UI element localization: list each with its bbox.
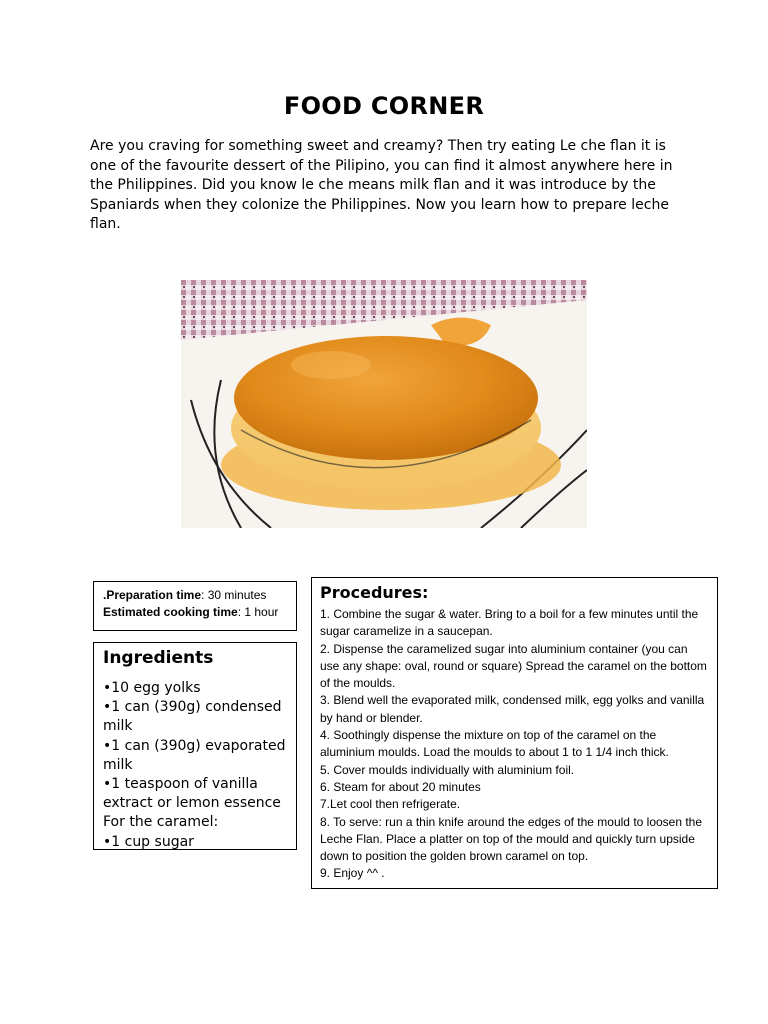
- list-item: 1. Combine the sugar & water. Bring to a boil for a few minutes until the sugar caramelize in a saucepan.: [320, 607, 699, 639]
- list-item: •1 can (390g) evaporated milk: [103, 737, 286, 773]
- list-item: For the caramel:: [103, 814, 219, 831]
- list-item: •10 egg yolks: [103, 680, 201, 696]
- list-item: •1 teaspoon of vanilla extract or lemon essence: [103, 776, 281, 812]
- leche-flan-photo: [181, 280, 587, 528]
- procedures-list: [320, 606, 709, 883]
- ingredients-list: [103, 679, 287, 850]
- procedures-heading: Procedures:: [320, 583, 429, 602]
- time-info-box: [93, 581, 297, 631]
- intro-paragraph: Are you craving for something sweet and creamy? Then try eating Le che flan it is one of the favourite dessert of the Pilipino, you can find it almost anywhere here in the Philippines. Did you know le che means milk flan and it was introduce by the Spaniards when they colonize the Philippines. Now you learn how to prepare leche flan.: [90, 138, 673, 232]
- list-item: 9. Enjoy ^^ .: [320, 866, 385, 881]
- page-title: FOOD CORNER: [283, 92, 485, 120]
- preparation-time: .Preparation time: 30 minutes: [103, 588, 267, 602]
- list-item: 5. Cover moulds individually with aluminium foil.: [320, 762, 575, 777]
- list-item: •1 can (390g) condensed milk: [103, 699, 282, 735]
- list-item: 3. Blend well the evaporated milk, condensed milk, egg yolks and vanilla by hand or blender.: [320, 693, 705, 725]
- list-item: 2. Dispense the caramelized sugar into aluminium container (you can use any shape: oval, round or square) Spread the caramel on the bottom of the moulds.: [320, 641, 707, 691]
- list-item: 4. Soothingly dispense the mixture on top of the caramel on the aluminium moulds. Load the moulds to about 1 to 1 1/4 inch thick.: [320, 728, 669, 760]
- ingredients-box: [93, 642, 297, 850]
- procedures-box: [311, 577, 718, 889]
- list-item: 6. Steam for about 20 minutes: [320, 779, 481, 794]
- cooking-time: Estimated cooking time: 1 hour: [103, 605, 279, 619]
- ingredients-heading: Ingredients: [103, 648, 214, 668]
- list-item: 7.Let cool then refrigerate.: [320, 797, 461, 812]
- list-item: •1 cup sugar: [103, 833, 194, 850]
- list-item: 8. To serve: run a thin knife around the edges of the mould to loosen the Leche Flan. Place a platter on top of the mould and quickly turn upside down to position the golden brown caramel on top.: [320, 814, 703, 864]
